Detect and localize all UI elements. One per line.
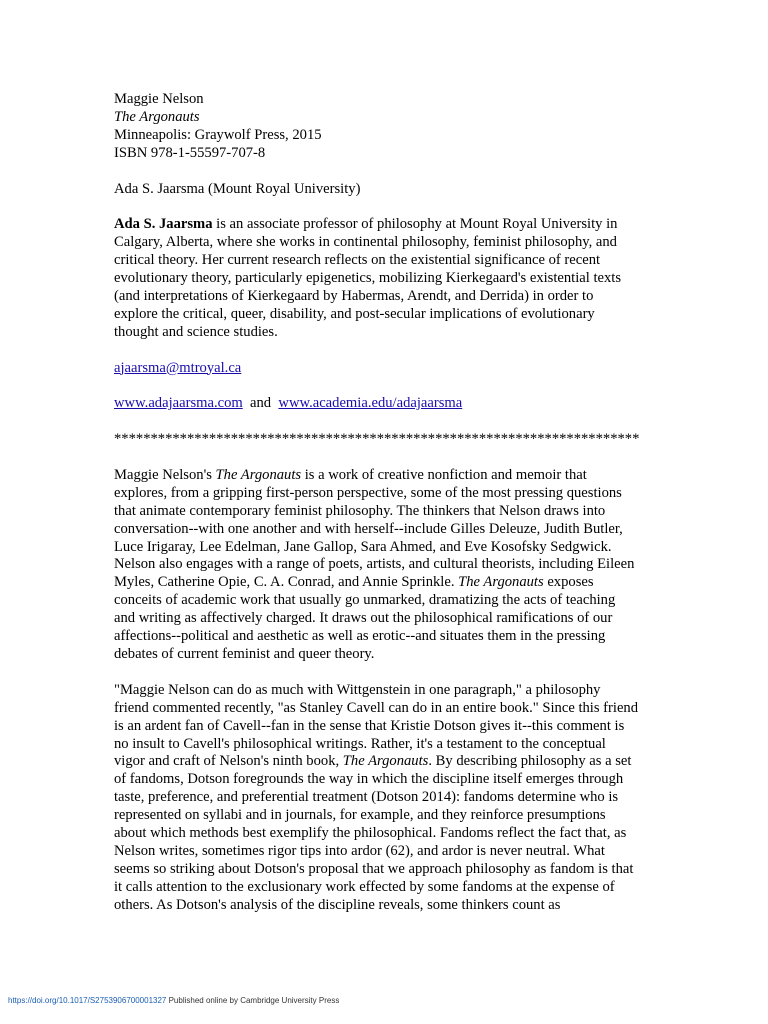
text-line: affections--political and aesthetic as well as erotic--and situates them in the pressing xyxy=(114,628,606,645)
text-line: of fandoms, Dotson foregrounds the way in which the discipline itself emerges through xyxy=(114,771,624,788)
text-line: Luce Irigaray, Lee Edelman, Jane Gallop, Sara Ahmed, and Eve Kosofsky Sedgwick. xyxy=(114,538,612,555)
and-text: and xyxy=(250,395,272,412)
bio-line: evolutionary theory, particularly epigenetics, mobilizing Kierkegaard's existential texts xyxy=(114,270,622,287)
bio-line: Calgary, Alberta, where she works in continental philosophy, feminist philosophy, and xyxy=(114,234,617,251)
text-line: Nelson writes, sometimes rigor tips into ardor (62), and ardor is never neutral. What xyxy=(114,842,605,859)
text-line: taste, preference, and preferential treatment (Dotson 2014): fandoms determine who is xyxy=(114,789,619,806)
bio-line: is an associate professor of philosophy at Mount Royal University in xyxy=(212,216,618,233)
book-title xyxy=(114,109,654,127)
email-link[interactable]: ajaarsma@mtroyal.ca xyxy=(114,359,242,376)
italic-title: The Argonauts xyxy=(342,753,429,770)
text-run: Myles, Catherine Opie, C. A. Conrad, and Annie Sprinkle. xyxy=(114,574,459,591)
text-line: and writing as affectively charged. It draws out the philosophical ramifications of our xyxy=(114,610,613,627)
separator-line: ************************************************************************ xyxy=(114,431,640,448)
text-line: friend commented recently, "as Stanley Cavell can do in an entire book." Since this friend xyxy=(114,699,639,716)
page-footer xyxy=(8,996,339,1005)
text-line: represented on syllabi and in journals, for example, and they reinforce presumptions xyxy=(114,807,606,824)
italic-title: The Argonauts xyxy=(458,574,544,591)
text-line: seems so striking about Dotson's proposal that we approach philosophy as fandom is that xyxy=(114,860,634,877)
text-line: no insult to Cavell's philosophical writings. Rather, it's a testament to the conceptual xyxy=(114,735,606,752)
paragraph-2 xyxy=(114,682,654,915)
text-line: explores, from a gripping first-person perspective, some of the most pressing questions xyxy=(114,484,622,501)
text-line: debates of current feminist and queer theory. xyxy=(114,646,375,662)
text-run: is a work of creative nonfiction and memoir that xyxy=(301,466,587,483)
text-line: conceits of academic work that usually go unmarked, dramatizing the acts of teaching xyxy=(114,592,616,609)
book-isbn: ISBN 978-1-55597-707-8 xyxy=(114,144,266,161)
text-run: Maggie Nelson's xyxy=(114,466,216,483)
book-author: Maggie Nelson xyxy=(114,91,204,107)
reviewer-bio xyxy=(114,216,654,341)
bio-line: (and interpretations of Kierkegaard by Habermas, Arendt, and Derrida) in order to xyxy=(114,287,594,304)
book-publisher: Minneapolis: Graywolf Press, 2015 xyxy=(114,126,322,143)
website-link-2[interactable]: www.academia.edu/adajaarsma xyxy=(278,395,463,412)
bio-line: critical theory. Her current research reflects on the existential significance of recent xyxy=(114,252,601,269)
text-run: exposes xyxy=(543,574,594,591)
text-line: that animate contemporary feminist philosophy. The thinkers that Nelson draws into xyxy=(114,502,606,519)
text-line: is an ardent fan of Cavell--fan in the sense that Kristie Dotson gives it--this comment is xyxy=(114,717,625,734)
reviewer-bio-name: Ada S. Jaarsma xyxy=(114,216,213,233)
text-line: "Maggie Nelson can do as much with Wittgenstein in one paragraph," a philosophy xyxy=(114,681,601,698)
text-run: vigor and craft of Nelson's ninth book, xyxy=(114,753,343,770)
text-line: about which methods best exemplify the philosophical. Fandoms reflect the fact that, as xyxy=(114,825,627,842)
bio-line: thought and science studies. xyxy=(114,323,278,340)
text-run: . By describing philosophy as a set xyxy=(428,753,632,770)
book-title-italic: The Argonauts xyxy=(114,108,200,125)
review-document xyxy=(114,91,654,915)
paragraph-1 xyxy=(114,467,654,664)
footer-publisher: Published online by Cambridge University Press xyxy=(166,996,340,1005)
text-line: Nelson also engages with a range of poets, artists, and cultural theorists, including Eileen xyxy=(114,556,635,573)
reviewer-line: Ada S. Jaarsma (Mount Royal University) xyxy=(114,180,361,197)
text-line: conversation--with one another and with herself--include Gilles Deleuze, Judith Butler, xyxy=(114,520,623,537)
bio-line: explore the critical, queer, disability, and post-secular implications of evolutionary xyxy=(114,305,595,322)
text-line: others. As Dotson's analysis of the discipline reveals, some thinkers count as xyxy=(114,896,561,913)
text-line: it calls attention to the exclusionary work effected by some fandoms at the expense of xyxy=(114,878,615,895)
website-link-1[interactable]: www.adajaarsma.com xyxy=(114,395,243,412)
italic-title: The Argonauts xyxy=(215,466,302,483)
doi-link[interactable]: https://doi.org/10.1017/S2753906700001327 xyxy=(8,996,167,1005)
